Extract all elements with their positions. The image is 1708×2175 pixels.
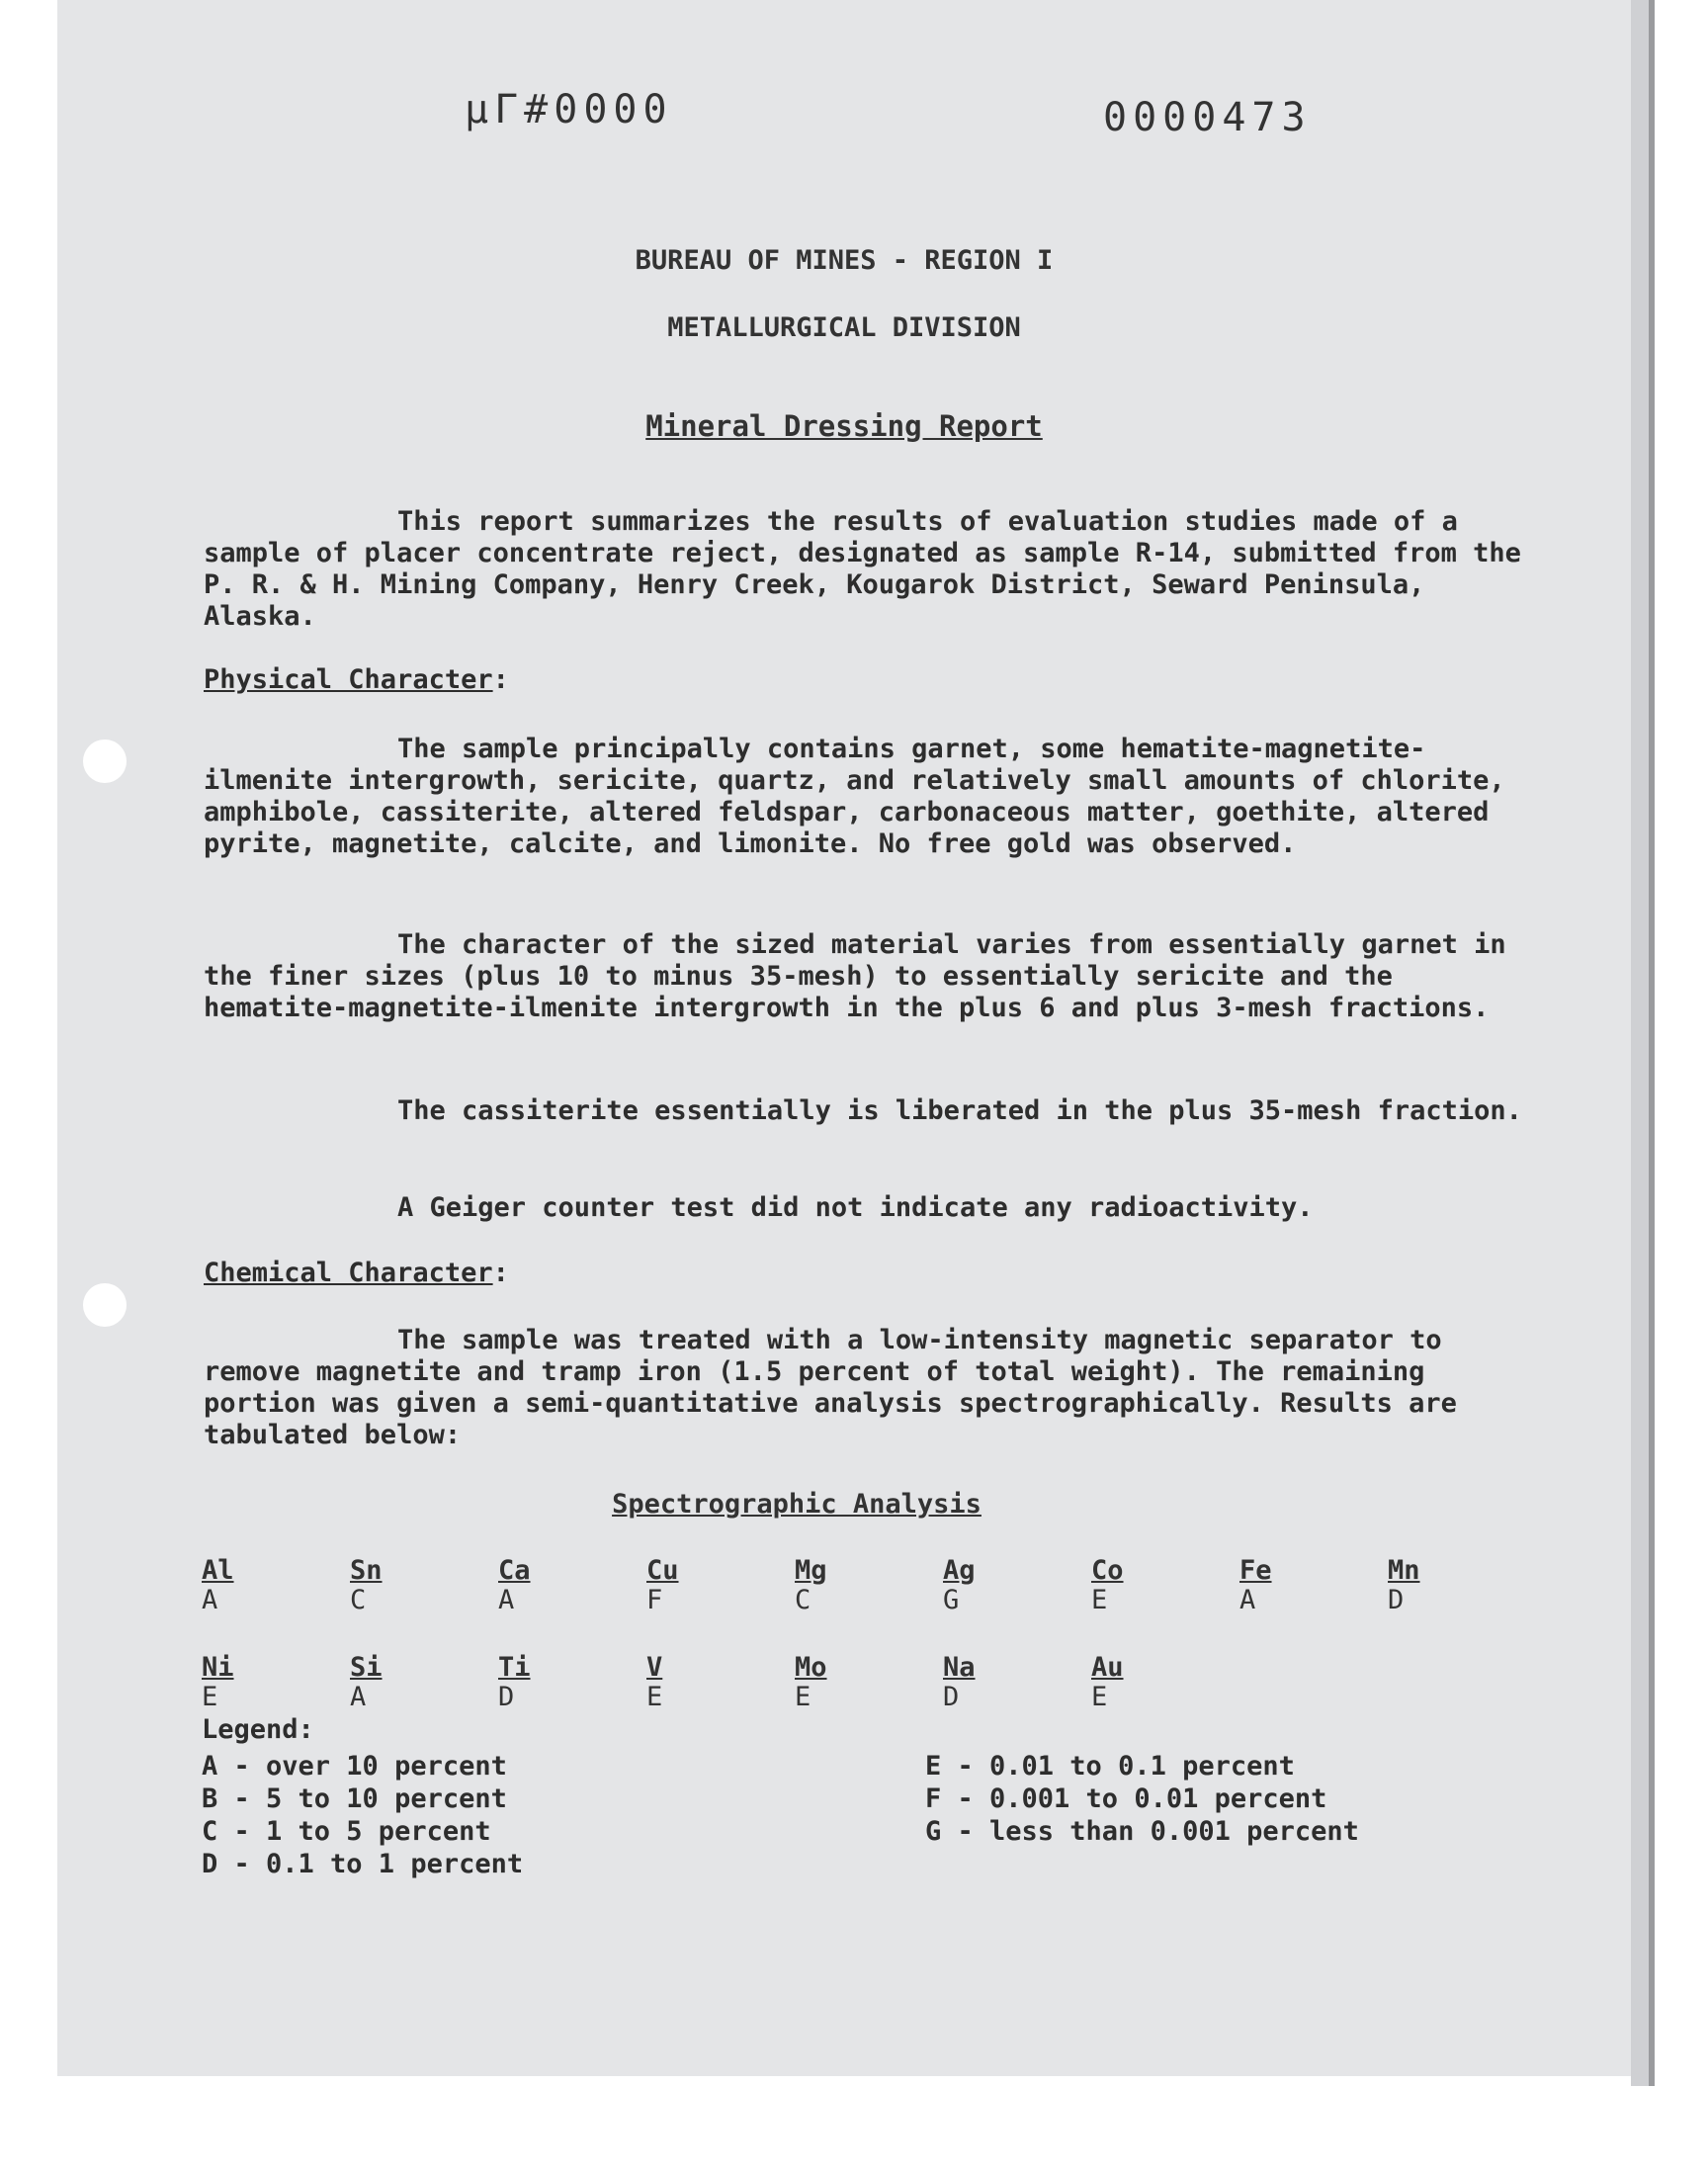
- header-bureau: BUREAU OF MINES - REGION I: [635, 245, 1054, 276]
- stamp-left: µΓ#0000: [465, 87, 673, 132]
- chemical-heading-text: Chemical Character: [204, 1258, 493, 1288]
- page-edge-shadow: [1649, 0, 1655, 2086]
- element-cell: [943, 1556, 1032, 1615]
- element-symbol: Na: [943, 1652, 976, 1683]
- report-title: Mineral Dressing Report: [645, 409, 1043, 443]
- element-symbol: Sn: [350, 1555, 383, 1586]
- legend-item: F - 0.001 to 0.01 percent: [925, 1784, 1327, 1814]
- element-class: E: [646, 1682, 663, 1712]
- element-cell: [1091, 1653, 1180, 1712]
- chemical-heading: Chemical Character:: [204, 1258, 509, 1288]
- stamp-page-number: 0000473: [1103, 95, 1312, 140]
- element-cell: [1239, 1556, 1328, 1615]
- element-class: D: [498, 1682, 515, 1712]
- element-class: A: [350, 1682, 367, 1712]
- legend-item: C - 1 to 5 percent: [202, 1816, 491, 1847]
- element-symbol: Mg: [795, 1555, 827, 1586]
- element-class: E: [202, 1682, 218, 1712]
- element-cell: [202, 1556, 291, 1615]
- element-symbol: Al: [202, 1555, 234, 1586]
- element-cell: [795, 1556, 884, 1615]
- element-symbol: Ti: [498, 1652, 531, 1683]
- element-cell: [795, 1653, 884, 1712]
- physical-heading-text: Physical Character: [204, 664, 493, 695]
- element-class: E: [1091, 1682, 1108, 1712]
- element-class: C: [795, 1585, 811, 1615]
- legend-title: Legend:: [202, 1714, 314, 1745]
- legend-item: D - 0.1 to 1 percent: [202, 1849, 524, 1879]
- element-cell: [646, 1653, 735, 1712]
- page-edge: [1631, 0, 1649, 2086]
- element-cell: [943, 1653, 1032, 1712]
- element-cell: [202, 1653, 291, 1712]
- legend-item: E - 0.01 to 0.1 percent: [925, 1751, 1295, 1782]
- element-cell: [1091, 1556, 1180, 1615]
- spectrographic-title: Spectrographic Analysis: [612, 1489, 982, 1520]
- header-division: METALLURGICAL DIVISION: [667, 312, 1021, 343]
- element-cell: [350, 1653, 439, 1712]
- legend-item: G - less than 0.001 percent: [925, 1816, 1359, 1847]
- element-symbol: Cu: [646, 1555, 679, 1586]
- physical-paragraph-3: The cassiterite essentially is liberated in the plus 35-mesh fraction.: [397, 1095, 1522, 1126]
- physical-heading: Physical Character:: [204, 664, 509, 695]
- element-class: D: [943, 1682, 960, 1712]
- element-cell: [350, 1556, 439, 1615]
- physical-paragraph-1: The sample principally contains garnet, some hematite-magnetite-ilmenite intergrowth, sericite, quartz, and relatively small amounts of chlorite, amphibole, cassiterite, altered feldspar, carbonaceous matter, goethite, altered pyrite, magnetite, calcite, and limonite. No free gold was observed.: [204, 734, 1505, 859]
- element-cell: [498, 1653, 587, 1712]
- element-class: E: [1091, 1585, 1108, 1615]
- intro-paragraph: This report summarizes the results of evaluation studies made of a sample of placer concentrate reject, designated as sample R-14, submitted from the P. R. & H. Mining Company, Henry Creek, Kougarok District, Seward Peninsula, Alaska.: [204, 506, 1521, 632]
- physical-paragraph-4: A Geiger counter test did not indicate any radioactivity.: [397, 1192, 1314, 1223]
- element-symbol: Au: [1091, 1652, 1124, 1683]
- element-cell: [1388, 1556, 1477, 1615]
- element-symbol: Ca: [498, 1555, 531, 1586]
- element-class: D: [1388, 1585, 1405, 1615]
- punch-hole: [83, 1283, 127, 1327]
- element-symbol: Mn: [1388, 1555, 1420, 1586]
- element-class: F: [646, 1585, 663, 1615]
- element-class: E: [795, 1682, 811, 1712]
- element-symbol: Si: [350, 1652, 383, 1683]
- document-page: [57, 0, 1631, 2076]
- legend-item: A - over 10 percent: [202, 1751, 507, 1782]
- element-symbol: Co: [1091, 1555, 1124, 1586]
- element-class: G: [943, 1585, 960, 1615]
- element-class: C: [350, 1585, 367, 1615]
- element-symbol: Mo: [795, 1652, 827, 1683]
- legend-item: B - 5 to 10 percent: [202, 1784, 507, 1814]
- element-symbol: V: [646, 1652, 663, 1683]
- element-class: A: [202, 1585, 218, 1615]
- element-cell: [498, 1556, 587, 1615]
- element-class: A: [498, 1585, 515, 1615]
- element-symbol: Ni: [202, 1652, 234, 1683]
- element-cell: [646, 1556, 735, 1615]
- element-symbol: Ag: [943, 1555, 976, 1586]
- physical-paragraph-2: The character of the sized material varies from essentially garnet in the finer sizes (plus 10 to minus 35-mesh) to essentially sericite and the hematite-magnetite-ilmenite intergrowth in the plus 6 and plus 3-mesh fractions.: [204, 929, 1506, 1023]
- chemical-paragraph: The sample was treated with a low-intensity magnetic separator to remove magnetite and tramp iron (1.5 percent of total weight). The remaining portion was given a semi-quantitative analysis spectrographically. Results are tabulated below:: [204, 1325, 1457, 1450]
- element-symbol: Fe: [1239, 1555, 1272, 1586]
- punch-hole: [83, 740, 127, 783]
- element-class: A: [1239, 1585, 1256, 1615]
